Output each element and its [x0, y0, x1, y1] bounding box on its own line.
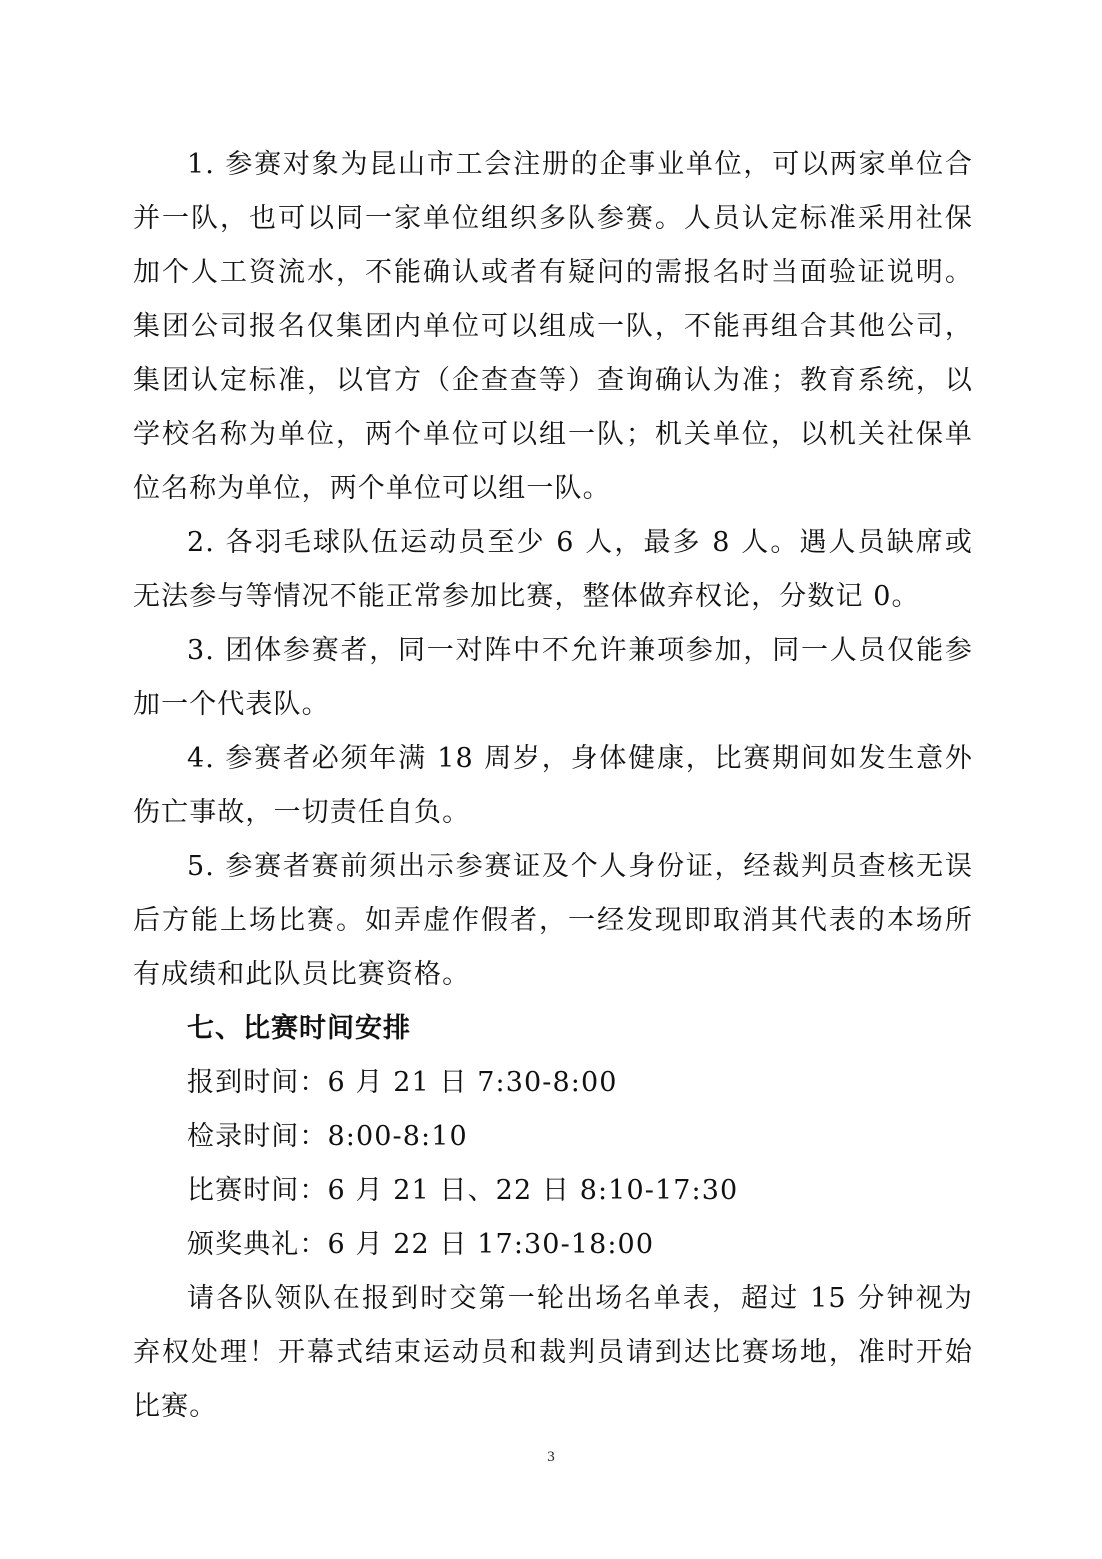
closing-note: 请各队领队在报到时交第一轮出场名单表，超过 15 分钟视为弃权处理！开幕式结束运动员和裁判员请到达比赛场地，准时开始比赛。: [133, 1283, 973, 1422]
rule-2: 2. 各羽毛球队伍运动员至少 6 人，最多 8 人。遇人员缺席或无法参与等情况不能正常参加比赛，整体做弃权论，分数记 0。: [133, 527, 973, 612]
rule-5: 5. 参赛者赛前须出示参赛证及个人身份证，经裁判员查核无误后方能上场比赛。如弄虚作假者，一经发现即取消其代表的本场所有成绩和此队员比赛资格。: [133, 851, 973, 990]
section-heading-schedule: 七、比赛时间安排: [187, 1013, 411, 1044]
schedule-competition: 比赛时间：6 月 21 日、22 日 8:10-17:30: [187, 1175, 739, 1206]
page-number: 3: [547, 1449, 555, 1465]
document-body: [133, 138, 973, 1434]
rule-3: 3. 团体参赛者，同一对阵中不允许兼项参加，同一人员仅能参加一个代表队。: [133, 635, 973, 720]
rule-1: 1. 参赛对象为昆山市工会注册的企事业单位，可以两家单位合并一队，也可以同一家单位组织多队参赛。人员认定标准采用社保加个人工资流水，不能确认或者有疑问的需报名时当面验证说明。集团公司报名仅集团内单位可以组成一队，不能再组合其他公司，集团认定标准，以官方（企查查等）查询确认为准；教育系统，以学校名称为单位，两个单位可以组一队；机关单位，以机关社保单位名称为单位，两个单位可以组一队。: [133, 149, 973, 504]
schedule-awards: 颁奖典礼：6 月 22 日 17:30-18:00: [187, 1229, 655, 1260]
rule-4: 4. 参赛者必须年满 18 周岁，身体健康，比赛期间如发生意外伤亡事故，一切责任自负。: [133, 743, 973, 828]
schedule-inspection: 检录时间：8:00-8:10: [187, 1121, 468, 1152]
schedule-checkin: 报到时间：6 月 21 日 7:30-8:00: [187, 1067, 618, 1098]
